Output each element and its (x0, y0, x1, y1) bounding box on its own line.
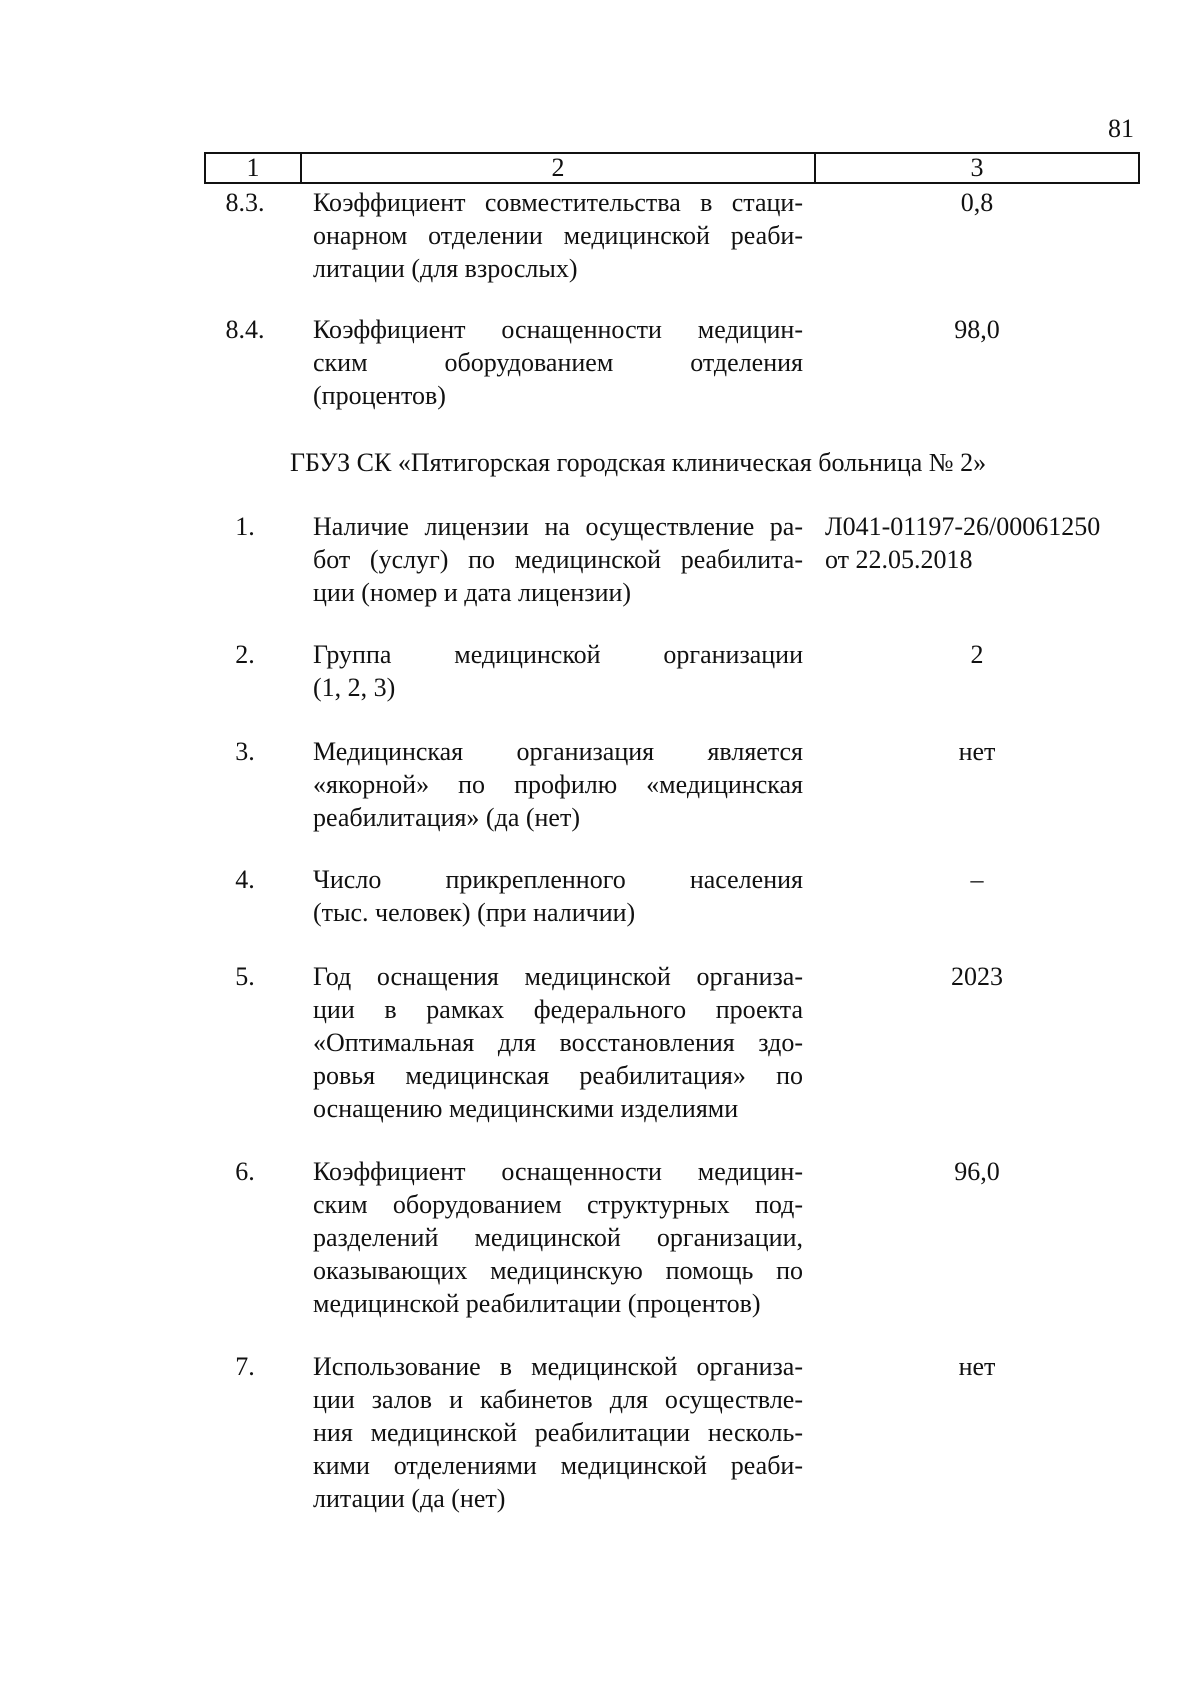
row-description (313, 735, 803, 834)
table-header (204, 152, 1140, 184)
row-description-line: Год оснащения медицинской организа- (313, 962, 803, 991)
row-description-line: ции в рамках федерального проекта (313, 995, 803, 1024)
row-description-line: Коэффициент оснащенности медицин- (313, 315, 803, 344)
row-value: 2023 (951, 962, 1003, 991)
row-description-line: реабилитация» (да (нет) (313, 803, 580, 832)
row-description-line: ции (номер и дата лицензии) (313, 578, 632, 607)
row-value: 96,0 (954, 1157, 1000, 1186)
row-description-line: разделений медицинской организации, (313, 1223, 803, 1252)
row-description-line: Группа медицинской организации (313, 640, 803, 669)
row-description (313, 510, 803, 609)
row-description (313, 1155, 803, 1320)
row-description (313, 313, 803, 412)
row-description (313, 638, 803, 704)
section-title: ГБУЗ СК «Пятигорская городская клиническая больница № 2» (290, 448, 987, 477)
row-description-line: Использование в медицинской организа- (313, 1352, 803, 1381)
row-description-line: ским оборудованием отделения (313, 348, 803, 377)
row-description (313, 863, 803, 929)
row-number: 4. (235, 865, 255, 894)
row-description-line: литации (да (нет) (313, 1484, 506, 1513)
row-description-line: Число прикрепленного населения (313, 865, 803, 894)
row-description-line: «Оптимальная для восстановления здо- (313, 1028, 803, 1057)
row-value: – (970, 865, 984, 894)
row-number: 8.4. (225, 315, 265, 344)
license-number: Л041-01197-26/00061250 (825, 512, 1101, 541)
row-value (825, 510, 1155, 576)
row-number: 2. (235, 640, 255, 669)
row-number: 7. (235, 1352, 255, 1381)
row-description-line: «якорной» по профилю «медицинская (313, 770, 803, 799)
row-value: 2 (970, 640, 984, 669)
license-date: от 22.05.2018 (825, 545, 973, 574)
row-description-line: Коэффициент оснащенности медицин- (313, 1157, 803, 1186)
row-description-line: ния медицинской реабилитации несколь- (313, 1418, 803, 1447)
row-description-line: Коэффициент совместительства в стаци- (313, 188, 803, 217)
row-value: 98,0 (954, 315, 1000, 344)
row-number: 1. (235, 512, 255, 541)
row-number: 6. (235, 1157, 255, 1186)
row-description-line: кими отделениями медицинской реаби- (313, 1451, 803, 1480)
row-description-line: Наличие лицензии на осуществление ра- (313, 512, 803, 541)
row-value: 0,8 (960, 188, 994, 217)
row-value: нет (958, 737, 996, 766)
row-description-line: ровья медицинская реабилитация» по (313, 1061, 803, 1090)
column-header-1: 1 (206, 154, 302, 182)
row-description-line: оказывающих медицинскую помощь по (313, 1256, 803, 1285)
row-description (313, 1350, 803, 1515)
row-description (313, 186, 803, 285)
row-description-line: литации (для взрослых) (313, 254, 578, 283)
row-number: 3. (235, 737, 255, 766)
column-header-2: 2 (302, 154, 816, 182)
row-description-line: (тыс. человек) (при наличии) (313, 898, 636, 927)
row-value: нет (958, 1352, 996, 1381)
row-description-line: оснащению медицинскими изделиями (313, 1094, 739, 1123)
row-description-line: (процентов) (313, 381, 446, 410)
row-description-line: ции залов и кабинетов для осуществле- (313, 1385, 803, 1414)
row-number: 5. (235, 962, 255, 991)
row-description (313, 960, 803, 1125)
row-description-line: медицинской реабилитации (процентов) (313, 1289, 761, 1318)
row-description-line: Медицинская организация является (313, 737, 803, 766)
row-description-line: ским оборудованием структурных под- (313, 1190, 803, 1219)
page-number: 81 (1108, 114, 1134, 143)
column-header-3: 3 (970, 153, 984, 182)
row-description-line: бот (услуг) по медицинской реабилита- (313, 545, 803, 574)
row-description-line: (1, 2, 3) (313, 673, 396, 702)
row-number: 8.3. (225, 188, 265, 217)
row-description-line: онарном отделении медицинской реаби- (313, 221, 803, 250)
